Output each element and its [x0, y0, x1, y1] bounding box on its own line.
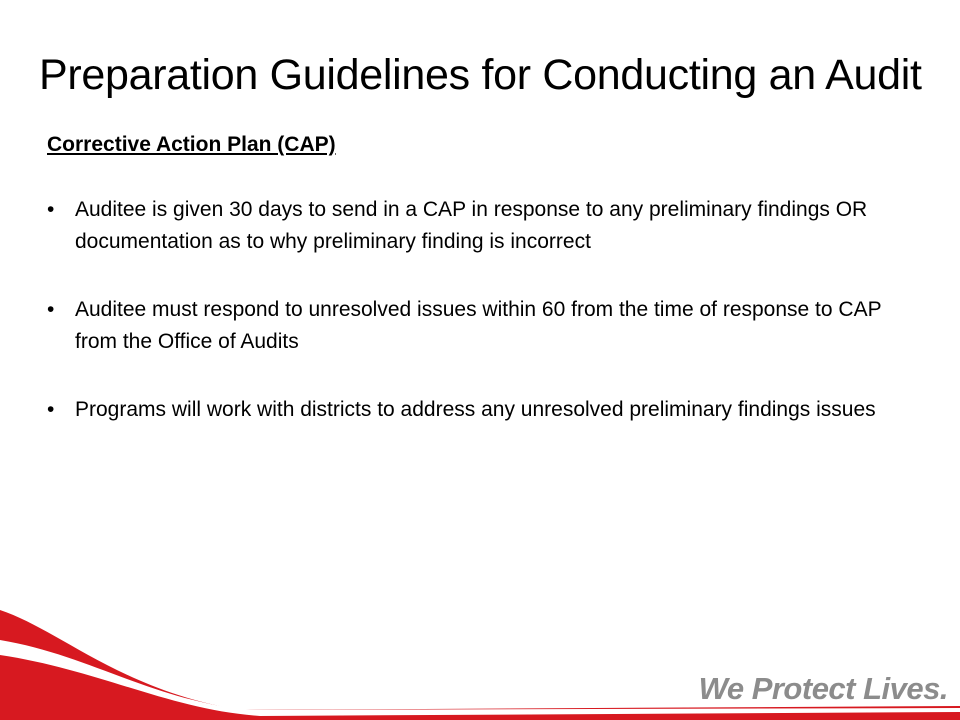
slide-title: Preparation Guidelines for Conducting an Audit [39, 51, 922, 99]
bullet-dot: • [47, 298, 55, 321]
bullet-item [47, 194, 927, 258]
bullet-text: Auditee must respond to unresolved issues within 60 from the time of response to CAP from the Office of Audits [75, 298, 882, 353]
bullet-dot: • [47, 198, 55, 221]
bullet-item [47, 394, 927, 426]
tagline: We Protect Lives. [698, 671, 948, 706]
bullet-dot: • [47, 398, 55, 421]
bullet-item [47, 294, 927, 358]
bullet-text: Auditee is given 30 days to send in a CAP in response to any preliminary findings OR documentation as to why preliminary finding is incorrect [75, 198, 868, 253]
section-heading: Corrective Action Plan (CAP) [47, 133, 336, 156]
bullet-list [47, 194, 927, 462]
bullet-text: Programs will work with districts to address any unresolved preliminary findings issues [75, 398, 876, 421]
